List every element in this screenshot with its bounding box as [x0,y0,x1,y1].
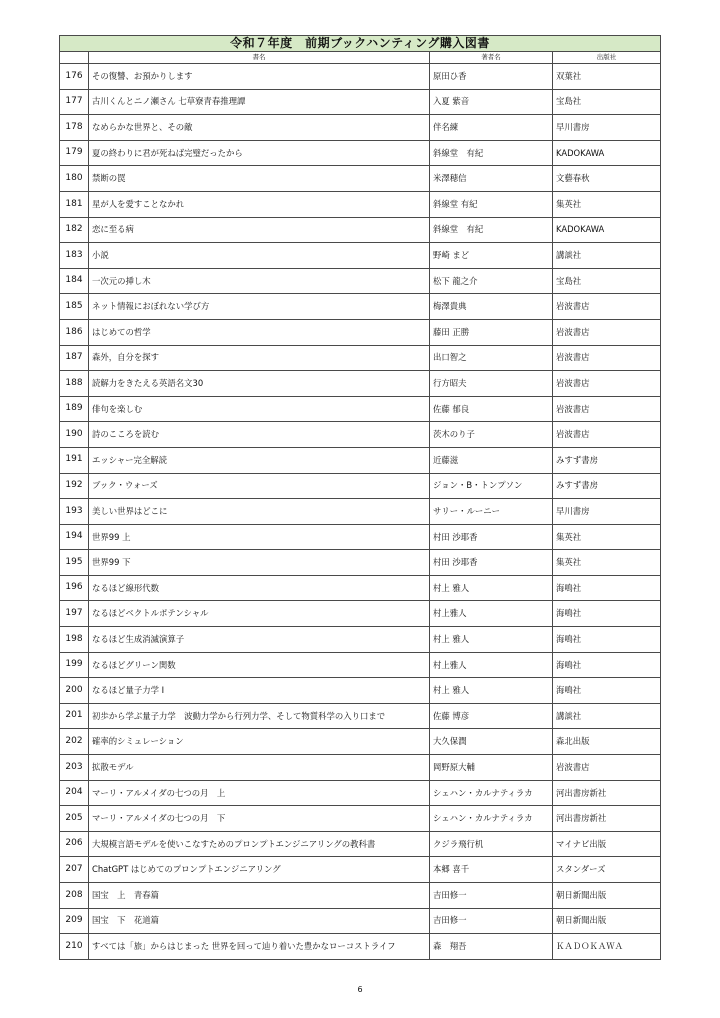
book-author: 梅澤貴典 [430,294,553,320]
header-publisher: 出版社 [553,52,661,64]
book-publisher: みすず書房 [553,447,661,473]
book-author: 佐藤 郁良 [430,396,553,422]
book-title: 小説 [89,243,430,269]
book-publisher: 岩波書店 [553,294,661,320]
table-row [60,703,661,729]
book-author: 藤田 正勝 [430,319,553,345]
book-author: 斜線堂 有紀 [430,217,553,243]
table-row [60,652,661,678]
row-number: 187 [60,345,89,371]
book-list-body [60,36,661,960]
book-author: 大久保潤 [430,729,553,755]
table-row [60,268,661,294]
book-title: 星が人を愛すことなかれ [89,191,430,217]
table-row [60,345,661,371]
book-title: 国宝 下 花道篇 [89,908,430,934]
table-row [60,166,661,192]
book-title: 詩のこころを読む [89,422,430,448]
book-publisher: マイナビ出版 [553,831,661,857]
row-number: 191 [60,447,89,473]
book-title: ChatGPT はじめてのプロンプトエンジニアリング [89,857,430,883]
page-number: 6 [357,985,363,994]
book-author: 行方昭夫 [430,371,553,397]
book-author: 近藤滋 [430,447,553,473]
book-publisher: みすず書房 [553,473,661,499]
row-number: 178 [60,115,89,141]
book-publisher: 朝日新聞出版 [553,883,661,909]
row-number: 185 [60,294,89,320]
row-number: 199 [60,652,89,678]
book-publisher: 講談社 [553,703,661,729]
table-row [60,729,661,755]
book-publisher: 文藝春秋 [553,166,661,192]
row-number: 188 [60,371,89,397]
row-number: 177 [60,89,89,115]
row-number: 200 [60,678,89,704]
book-title: 拡散モデル [89,755,430,781]
table-row [60,64,661,90]
row-number: 176 [60,64,89,90]
book-title: 美しい世界はどこに [89,499,430,525]
table-row [60,934,661,960]
book-title: 大規模言語モデルを使いこなすためのプロンプトエンジニアリングの教科書 [89,831,430,857]
row-number: 205 [60,806,89,832]
row-number: 190 [60,422,89,448]
book-publisher: ＫＡＤＯＫＡＷＡ [553,934,661,960]
book-publisher: 海鳴社 [553,601,661,627]
document-title: 令和７年度 前期ブックハンティング購入図書 [60,36,661,52]
row-number: 207 [60,857,89,883]
row-number: 184 [60,268,89,294]
table-row [60,678,661,704]
book-publisher: 河出書房新社 [553,780,661,806]
table-row [60,371,661,397]
book-title: 恋に至る病 [89,217,430,243]
book-author: シェハン・カルナティラカ [430,780,553,806]
book-author: 吉田修一 [430,908,553,934]
book-author: 村上 雅人 [430,575,553,601]
book-publisher: 海鳴社 [553,575,661,601]
book-title: なめらかな世界と、その敵 [89,115,430,141]
book-author: ジョン・B・トンプソン [430,473,553,499]
table-row [60,217,661,243]
book-title: 世界99 上 [89,524,430,550]
book-publisher: 集英社 [553,191,661,217]
header-title: 書名 [89,52,430,64]
book-title: 確率的シミュレーション [89,729,430,755]
book-author: 本郷 喜千 [430,857,553,883]
book-title: なるほど生成消滅演算子 [89,627,430,653]
book-publisher: スタンダーズ [553,857,661,883]
book-publisher: 宝島社 [553,89,661,115]
row-number: 181 [60,191,89,217]
book-author: 森 翔吾 [430,934,553,960]
book-author: 茨木のり子 [430,422,553,448]
row-number: 196 [60,575,89,601]
table-row [60,499,661,525]
book-publisher: 森北出版 [553,729,661,755]
table-row [60,601,661,627]
book-publisher: 早川書房 [553,115,661,141]
table-row [60,294,661,320]
table-row [60,908,661,934]
book-publisher: 集英社 [553,550,661,576]
row-number: 183 [60,243,89,269]
table-row [60,524,661,550]
table-row [60,831,661,857]
book-author: 佐藤 博彦 [430,703,553,729]
book-title: ネット情報におぼれない学び方 [89,294,430,320]
row-number: 189 [60,396,89,422]
row-number: 186 [60,319,89,345]
book-publisher: 双葉社 [553,64,661,90]
title-row [60,36,661,52]
row-number: 201 [60,703,89,729]
book-title: すべては「旅」からはじまった 世界を回って辿り着いた豊かなローコストライフ [89,934,430,960]
book-author: 斜線堂 有紀 [430,191,553,217]
book-title: 古川くんとニノ瀬さん 七草寮青春推理譚 [89,89,430,115]
book-author: 村上雅人 [430,652,553,678]
row-number: 198 [60,627,89,653]
book-title: ブック・ウォーズ [89,473,430,499]
header-number-cell [60,52,89,64]
table-row [60,396,661,422]
row-number: 180 [60,166,89,192]
book-publisher: 岩波書店 [553,396,661,422]
book-publisher: 岩波書店 [553,371,661,397]
book-publisher: 海鳴社 [553,652,661,678]
row-number: 194 [60,524,89,550]
book-author: 出口智之 [430,345,553,371]
book-author: 松下 龍之介 [430,268,553,294]
table-row [60,806,661,832]
row-number: 193 [60,499,89,525]
row-number: 209 [60,908,89,934]
book-title: 国宝 上 青春篇 [89,883,430,909]
book-publisher: 岩波書店 [553,755,661,781]
book-title: 一次元の挿し木 [89,268,430,294]
book-author: 入夏 紫音 [430,89,553,115]
book-publisher: 宝島社 [553,268,661,294]
book-title: なるほど量子力学 I [89,678,430,704]
book-title: マーリ・アルメイダの七つの月 上 [89,780,430,806]
row-number: 203 [60,755,89,781]
table-row [60,780,661,806]
table-row [60,883,661,909]
table-row [60,447,661,473]
book-title: なるほどベクトルポテンシャル [89,601,430,627]
book-title: 世界99 下 [89,550,430,576]
book-author: 斜線堂 有紀 [430,140,553,166]
row-number: 192 [60,473,89,499]
book-publisher: KADOKAWA [553,140,661,166]
book-publisher: 岩波書店 [553,345,661,371]
table-row [60,473,661,499]
book-author: 村田 沙耶香 [430,550,553,576]
book-title: エッシャー完全解読 [89,447,430,473]
table-row [60,140,661,166]
book-author: 村上雅人 [430,601,553,627]
book-publisher: KADOKAWA [553,217,661,243]
book-publisher: 海鳴社 [553,678,661,704]
book-publisher: 集英社 [553,524,661,550]
book-list-table [59,35,661,960]
book-author: クジラ飛行机 [430,831,553,857]
book-title: 森外，自分を探す [89,345,430,371]
table-row [60,755,661,781]
book-title: なるほど線形代数 [89,575,430,601]
book-publisher: 講談社 [553,243,661,269]
book-title: 初歩から学ぶ量子力学 波動力学から行列力学、そして物質科学の入り口まで [89,703,430,729]
row-number: 202 [60,729,89,755]
book-title: なるほどグリーン関数 [89,652,430,678]
book-title: 禁断の罠 [89,166,430,192]
book-author: 米澤穂信 [430,166,553,192]
table-row [60,627,661,653]
book-title: 俳句を楽しむ [89,396,430,422]
table-row [60,550,661,576]
book-publisher: 岩波書店 [553,319,661,345]
book-author: 村上 雅人 [430,678,553,704]
book-title: マーリ・アルメイダの七つの月 下 [89,806,430,832]
book-author: 村上 雅人 [430,627,553,653]
table-row [60,191,661,217]
book-title: 夏の終わりに君が死ねば完璧だったから [89,140,430,166]
row-number: 206 [60,831,89,857]
book-publisher: 河出書房新社 [553,806,661,832]
table-row [60,243,661,269]
row-number: 208 [60,883,89,909]
header-author: 著者名 [430,52,553,64]
book-publisher: 岩波書店 [553,422,661,448]
book-author: 吉田修一 [430,883,553,909]
book-author: 伴名練 [430,115,553,141]
row-number: 195 [60,550,89,576]
row-number: 182 [60,217,89,243]
row-number: 179 [60,140,89,166]
table-row [60,115,661,141]
table-row [60,319,661,345]
table-row [60,575,661,601]
book-publisher: 早川書房 [553,499,661,525]
row-number: 210 [60,934,89,960]
table-row [60,422,661,448]
book-title: はじめての哲学 [89,319,430,345]
row-number: 204 [60,780,89,806]
header-row [60,52,661,64]
book-publisher: 海鳴社 [553,627,661,653]
table-row [60,857,661,883]
book-author: シェハン・カルナティラカ [430,806,553,832]
row-number: 197 [60,601,89,627]
book-author: 岡野原大輔 [430,755,553,781]
book-author: 原田ひ香 [430,64,553,90]
book-publisher: 朝日新聞出版 [553,908,661,934]
book-author: サリー・ルーニー [430,499,553,525]
table-row [60,89,661,115]
book-author: 野崎 まど [430,243,553,269]
book-title: その復讐、お預かりします [89,64,430,90]
book-title: 読解力をきたえる英語名文30 [89,371,430,397]
book-author: 村田 沙耶香 [430,524,553,550]
